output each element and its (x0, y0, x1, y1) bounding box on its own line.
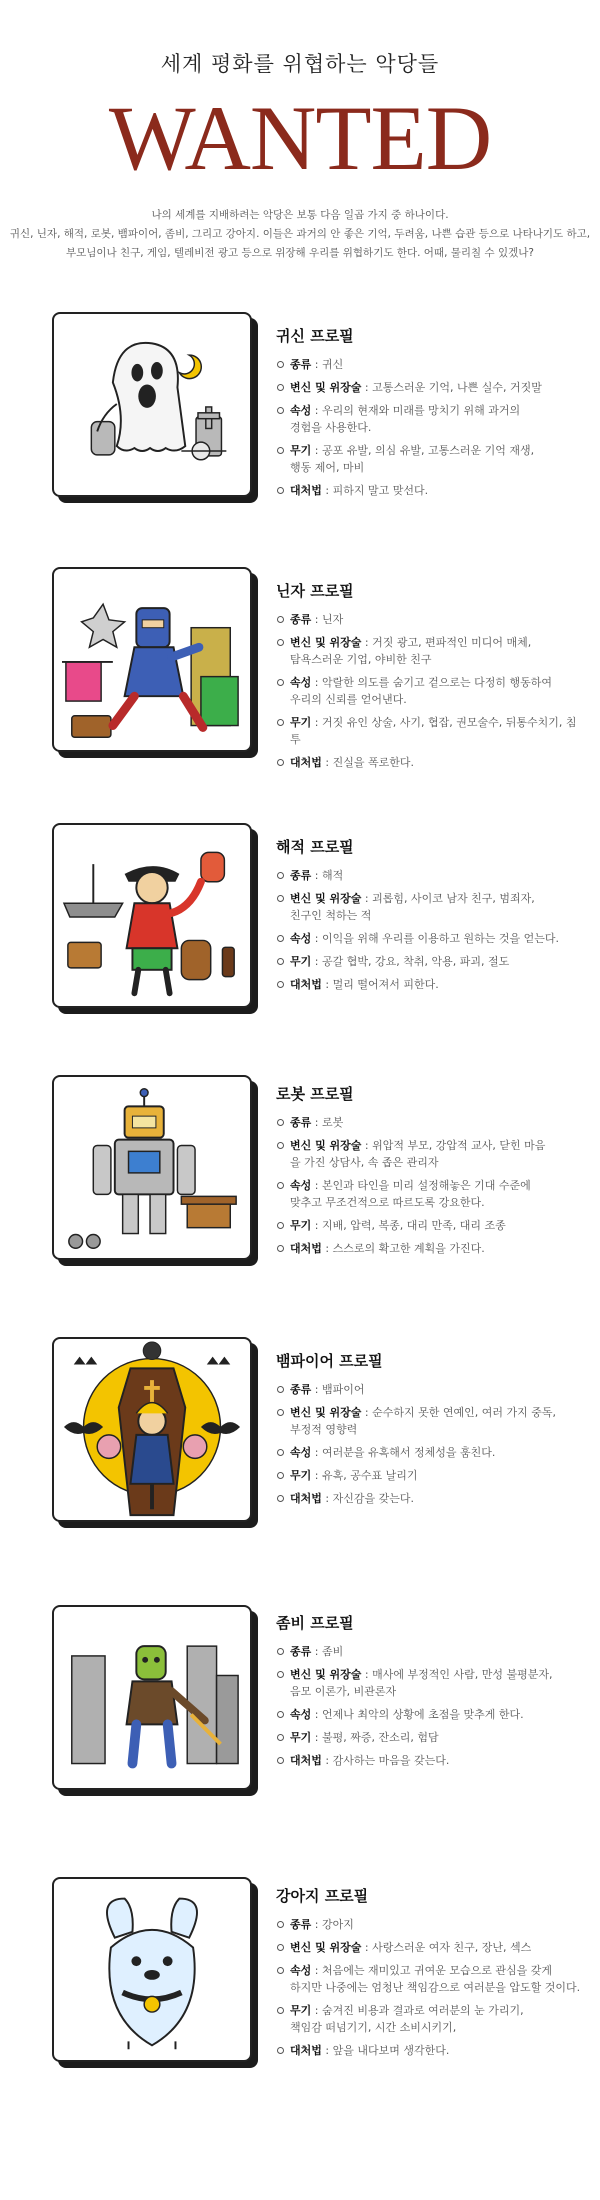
profile-item-label: 종류 (290, 1383, 312, 1396)
profile-list (276, 1381, 586, 1507)
profile-item (276, 1467, 586, 1484)
profile-item-text: : 순수하지 못한 연예인, 여러 가지 중독, (361, 1406, 556, 1419)
ninja-profile (276, 580, 586, 777)
profile-item-label: 속성 (290, 404, 312, 417)
profile-item (276, 714, 586, 748)
page-subtitle: 세계 평화를 위협하는 악당들 (160, 52, 440, 76)
profile-item (276, 1490, 586, 1507)
profile-item-label: 대처법 (290, 1754, 322, 1767)
profile-item (276, 482, 586, 499)
profile-item (276, 1381, 586, 1398)
ghost-card (52, 312, 252, 497)
profile-item-text: : 위압적 부모, 강압적 교사, 닫힌 마음 (361, 1139, 546, 1152)
profile-item-label: 종류 (290, 613, 312, 626)
profile-item-text: : 공포 유발, 의심 유발, 고통스러운 기억 재생, (311, 444, 535, 457)
profile-title: 강아지 프로필 (276, 1887, 369, 1905)
pirate-profile (276, 836, 586, 999)
profile-item (276, 1729, 586, 1746)
profile-item-text: 책임감 떠넘기기, 시간 소비시키기, (290, 2021, 457, 2034)
profile-item-label: 무기 (290, 955, 312, 968)
profile-item (276, 1752, 586, 1769)
profile-item-text: : 악랄한 의도를 숨기고 겉으로는 다정히 행동하여 (311, 676, 552, 689)
profile-item-text: : 공갈 협박, 강요, 착취, 악용, 파괴, 절도 (311, 955, 510, 968)
ghost-profile (276, 325, 586, 505)
profile-item (276, 1444, 586, 1461)
profile-item (276, 754, 586, 771)
profile-item-label: 무기 (290, 1469, 312, 1482)
profile-item-text: : 스스로의 확고한 계획을 가진다. (321, 1242, 485, 1255)
profile-title: 해적 프로필 (276, 838, 354, 856)
profile-item (276, 2002, 586, 2036)
profile-title: 좀비 프로필 (276, 1614, 354, 1632)
profile-item (276, 953, 586, 970)
profile-list (276, 1114, 586, 1257)
profile-item (276, 1114, 586, 1131)
ghost-illustration-icon (54, 314, 250, 495)
intro-line: 귀신, 닌자, 해적, 로봇, 뱀파이어, 좀비, 그리고 강아지. 이들은 과거의 안 좋은 기억, 두려움, 나쁜 습관 등으로 나타나기도 하고, (9, 228, 591, 240)
profile-item-text: 부정적 영향력 (290, 1423, 358, 1436)
profile-item-text: : 처음에는 재미있고 귀여운 모습으로 관심을 갖게 (311, 1964, 552, 1977)
profile-item (276, 1643, 586, 1660)
intro-line: 부모님이나 친구, 게임, 텔레비전 광고 등으로 위장해 우리를 위협하기도 한다. 어때, 물리칠 수 있겠나? (65, 247, 535, 259)
profile-item-text: : 이익을 위해 우리를 이용하고 원하는 것을 얻는다. (311, 932, 559, 945)
profile-item-label: 무기 (290, 2004, 312, 2017)
profile-item (276, 930, 586, 947)
profile-item-text: : 진실을 폭로한다. (321, 756, 414, 769)
profile-item (276, 634, 586, 668)
profile-item (276, 890, 586, 924)
profile-title: 뱀파이어 프로필 (276, 1352, 383, 1370)
profile-item-text: 탐욕스러운 기업, 야비한 친구 (290, 653, 432, 666)
profile-item-label: 속성 (290, 1964, 312, 1977)
profile-item-label: 속성 (290, 1708, 312, 1721)
profile-item (276, 2042, 586, 2059)
profile-item-label: 무기 (290, 1219, 312, 1232)
profile-item (276, 867, 586, 884)
profile-item-label: 종류 (290, 1116, 312, 1129)
profile-item-text: : 사랑스러운 여자 친구, 장난, 섹스 (361, 1941, 532, 1954)
profile-item-label: 종류 (290, 358, 312, 371)
profile-item-label: 대처법 (290, 484, 322, 497)
profile-item-text: : 불평, 짜증, 잔소리, 험담 (311, 1731, 439, 1744)
profile-item-label: 변신 및 위장술 (290, 892, 362, 905)
profile-item (276, 402, 586, 436)
intro-line: 나의 세계를 지배하려는 악당은 보통 다음 일곱 가지 중 하나이다. (151, 209, 449, 221)
profile-title: 로봇 프로필 (276, 1085, 354, 1103)
profile-item-text: 행동 제어, 마비 (290, 461, 365, 474)
profile-title: 닌자 프로필 (276, 582, 354, 600)
profile-item-text: : 우리의 현재와 미래를 망치기 위해 과거의 (311, 404, 521, 417)
profile-list (276, 867, 586, 993)
puppy-profile (276, 1885, 586, 2065)
puppy-card (52, 1877, 252, 2062)
profile-title: 귀신 프로필 (276, 327, 354, 345)
profile-item-text: : 앞을 내다보며 생각한다. (321, 2044, 450, 2057)
profile-item (276, 1137, 586, 1171)
profile-item-label: 변신 및 위장술 (290, 636, 362, 649)
profile-item (276, 356, 586, 373)
profile-item-text: 하지만 나중에는 엄청난 책임감으로 여러분을 압도할 것이다. (290, 1981, 581, 1994)
profile-item-label: 대처법 (290, 1242, 322, 1255)
profile-item-text: : 거짓 유인 상술, 사기, 협잡, 권모술수, 뒤통수치기, 침투 (290, 716, 577, 746)
profile-list (276, 1916, 586, 2059)
vampire-illustration-icon (54, 1339, 250, 1520)
profile-item-text: 음모 이론가, 비관론자 (290, 1685, 397, 1698)
robot-profile (276, 1083, 586, 1263)
profile-list (276, 611, 586, 771)
profile-item-label: 변신 및 위장술 (290, 381, 362, 394)
profile-item-text: : 매사에 부정적인 사람, 만성 불평분자, (361, 1668, 553, 1681)
profile-item-label: 속성 (290, 932, 312, 945)
profile-item (276, 379, 586, 396)
profile-item-text: : 닌자 (311, 613, 344, 626)
zombie-card (52, 1605, 252, 1790)
profile-item (276, 1706, 586, 1723)
intro-text (0, 206, 600, 263)
profile-item-label: 무기 (290, 716, 312, 729)
vampire-profile (276, 1350, 586, 1513)
profile-item (276, 674, 586, 708)
profile-item-text: : 여러분을 유혹해서 정체성을 훔친다. (311, 1446, 496, 1459)
profile-item-text: 경험을 사용한다. (290, 421, 372, 434)
profile-item-text: 을 가진 상담사, 속 좁은 관리자 (290, 1156, 439, 1169)
profile-list (276, 356, 586, 499)
profile-item-text: : 강아지 (311, 1918, 354, 1931)
profile-item-text: : 피하지 말고 맞선다. (321, 484, 429, 497)
profile-item-label: 변신 및 위장술 (290, 1406, 362, 1419)
puppy-illustration-icon (54, 1879, 250, 2060)
ninja-card (52, 567, 252, 752)
profile-item-text: : 뱀파이어 (311, 1383, 365, 1396)
profile-list (276, 1643, 586, 1769)
profile-item (276, 1666, 586, 1700)
ninja-illustration-icon (54, 569, 250, 750)
profile-item-text: : 유혹, 공수표 날리기 (311, 1469, 418, 1482)
zombie-illustration-icon (54, 1607, 250, 1788)
profile-item-text: : 본인과 타인을 미리 설정해놓은 기대 수준에 (311, 1179, 531, 1192)
robot-illustration-icon (54, 1077, 250, 1258)
profile-item-label: 대처법 (290, 1492, 322, 1505)
profile-item (276, 1217, 586, 1234)
profile-item-label: 변신 및 위장술 (290, 1668, 362, 1681)
profile-item-text: : 멀리 떨어져서 피한다. (321, 978, 439, 991)
profile-item (276, 442, 586, 476)
pirate-card (52, 823, 252, 1008)
profile-item-text: : 지배, 압력, 복종, 대리 만족, 대리 조종 (311, 1219, 506, 1232)
profile-item-label: 속성 (290, 676, 312, 689)
profile-item-text: : 좀비 (311, 1645, 344, 1658)
profile-item (276, 1939, 586, 1956)
profile-item-label: 무기 (290, 1731, 312, 1744)
profile-item-label: 무기 (290, 444, 312, 457)
profile-item-label: 종류 (290, 869, 312, 882)
page-header (0, 0, 600, 263)
profile-item-text: : 거짓 광고, 편파적인 미디어 매체, (361, 636, 532, 649)
profile-item-text: : 숨겨진 비용과 결과로 여러분의 눈 가리기, (311, 2004, 524, 2017)
profile-item (276, 976, 586, 993)
profile-item (276, 1916, 586, 1933)
profile-item-text: : 로봇 (311, 1116, 344, 1129)
profile-item-text: : 해적 (311, 869, 344, 882)
profile-item-text: : 언제나 최악의 상황에 초점을 맞추게 한다. (311, 1708, 524, 1721)
pirate-illustration-icon (54, 825, 250, 1006)
profile-item-label: 종류 (290, 1645, 312, 1658)
profile-item-label: 대처법 (290, 756, 322, 769)
profile-item-text: 맞추고 무조건적으로 따르도록 강요한다. (290, 1196, 485, 1209)
profile-item-label: 종류 (290, 1918, 312, 1931)
vampire-card (52, 1337, 252, 1522)
profile-item (276, 1177, 586, 1211)
profile-item-text: 친구인 척하는 적 (290, 909, 372, 922)
profile-item (276, 1962, 586, 1996)
profile-item-label: 변신 및 위장술 (290, 1941, 362, 1954)
profile-item-label: 속성 (290, 1446, 312, 1459)
profile-item-text: : 괴롭힘, 사이코 남자 친구, 범죄자, (361, 892, 535, 905)
profile-item-label: 대처법 (290, 2044, 322, 2057)
profile-item-text: : 고통스러운 기억, 나쁜 실수, 거짓말 (361, 381, 542, 394)
profile-item-text: : 감사하는 마음을 갖는다. (321, 1754, 450, 1767)
page-title: WANTED (108, 87, 492, 189)
profile-item (276, 1240, 586, 1257)
profile-item-label: 대처법 (290, 978, 322, 991)
profile-item (276, 1404, 586, 1438)
profile-item (276, 611, 586, 628)
profile-item-label: 속성 (290, 1179, 312, 1192)
profile-item-text: 우리의 신뢰를 얻어낸다. (290, 693, 407, 706)
zombie-profile (276, 1612, 586, 1775)
robot-card (52, 1075, 252, 1260)
profile-item-label: 변신 및 위장술 (290, 1139, 362, 1152)
profile-item-text: : 자신감을 갖는다. (321, 1492, 414, 1505)
profile-item-text: : 귀신 (311, 358, 344, 371)
